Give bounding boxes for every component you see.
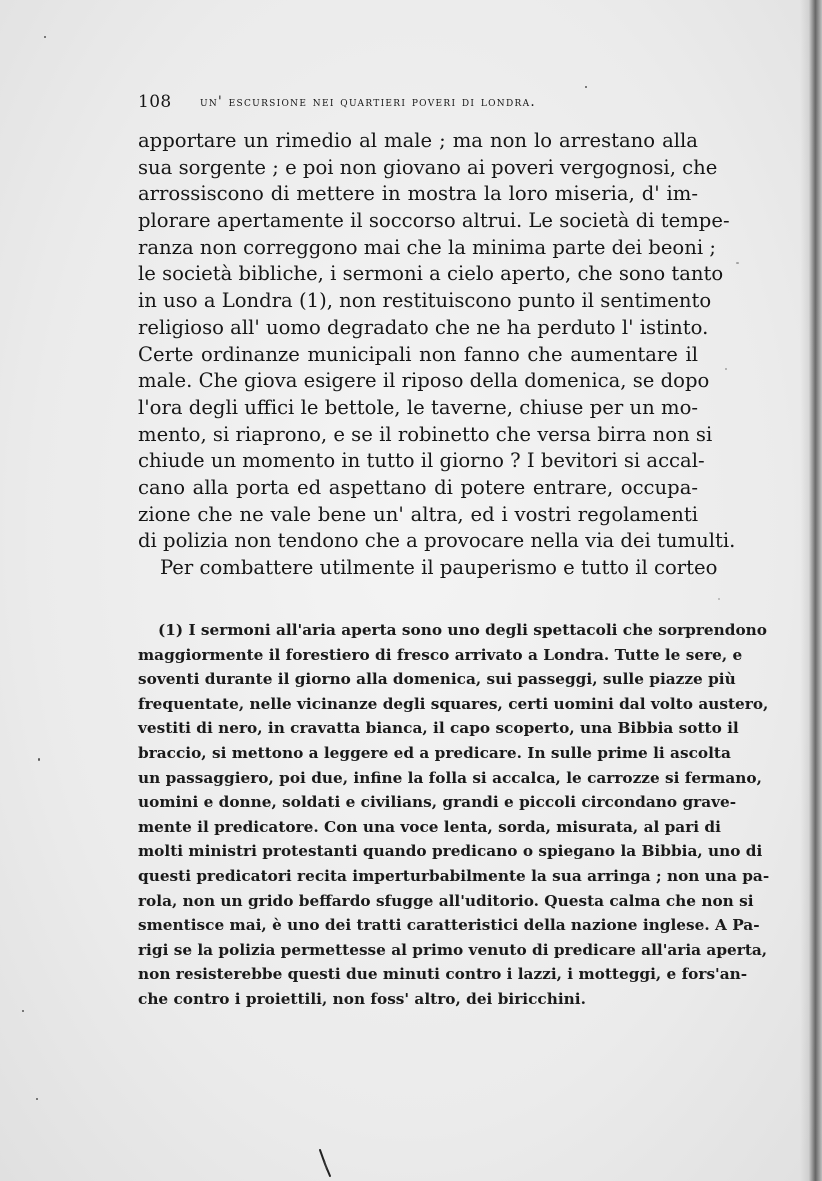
footnote-line: (1) I sermoni all'aria aperta sono uno degli spettacoli che sorprendono bbox=[158, 621, 767, 639]
body-line: ranza non correggono mai che la minima parte dei beoni ; bbox=[138, 235, 716, 259]
body-line: di polizia non tendono che a provocare nella via dei tumulti. bbox=[138, 529, 736, 553]
body-line: le società bibliche, i sermoni a cielo aperto, che sono tanto bbox=[138, 262, 724, 286]
body-line: cano alla porta ed aspettano di potere entrare, occupa- bbox=[138, 475, 698, 499]
footnote-line: braccio, si mettono a leggere ed a predicare. In sulle prime li ascolta bbox=[138, 743, 731, 762]
footnote-line: che contro i proiettili, non foss' altro, dei biricchini. bbox=[138, 989, 586, 1008]
footnote-line: molti ministri protestanti quando predicano o spiegano la Bibbia, uno di bbox=[138, 842, 763, 861]
footnote-line: frequentate, nelle vicinanze degli squares, certi uomini dal volto austero, bbox=[138, 694, 769, 713]
running-head bbox=[138, 92, 698, 114]
body-line: male. Che giova esigere il riposo della domenica, se dopo bbox=[138, 369, 710, 393]
body-line: religioso all' uomo degradato che ne ha perduto l' istinto. bbox=[138, 315, 709, 339]
body-line: Per combattere utilmente il pauperismo e tutto il corteo bbox=[160, 556, 718, 579]
footnote-line: soventi durante il giorno alla domenica, sui passeggi, sulle piazze più bbox=[138, 670, 736, 689]
footnote-line: questi predicatori recita imperturbabilmente la sua arringa ; non una pa- bbox=[138, 866, 770, 885]
page-number: 108 bbox=[138, 92, 172, 112]
body-text bbox=[138, 128, 736, 582]
footnote-line: maggiormente il forestiero di fresco arrivato a Londra. Tutte le sere, e bbox=[138, 645, 743, 664]
body-line: in uso a Londra (1), non restituiscono punto il sentimento bbox=[138, 289, 712, 313]
body-line: apportare un rimedio al male ; ma non lo arrestano alla bbox=[138, 129, 698, 152]
body-line: mento, si riaprono, e se il robinetto che versa birra non si bbox=[138, 422, 713, 446]
footnote-line: non resisterebbe questi due minuti contro i lazzi, i motteggi, e fors'an- bbox=[138, 965, 748, 984]
body-line: zione che ne vale bene un' altra, ed i vostri regolamenti bbox=[138, 502, 698, 526]
footnote-line: smentisce mai, è uno dei tratti caratteristici della nazione inglese. A Pa- bbox=[138, 916, 760, 935]
ink-mark-icon bbox=[318, 1148, 332, 1178]
body-line: l'ora degli uffici le bettole, le taverne, chiuse per un mo- bbox=[138, 395, 698, 419]
running-title: un' escursione nei quartieri poveri di londra. bbox=[200, 94, 536, 110]
footnote-line: mente il predicatore. Con una voce lenta, sorda, misurata, al pari di bbox=[138, 817, 721, 836]
body-line: sua sorgente ; e poi non giovano ai poveri vergognosi, che bbox=[138, 155, 718, 179]
footnote-line: rigi se la polizia permettesse al primo venuto di predicare all'aria aperta, bbox=[138, 940, 768, 959]
binding-shadow bbox=[800, 0, 822, 1181]
footnote-line: uomini e donne, soldati e civilians, grandi e piccoli circondano grave- bbox=[138, 793, 737, 812]
footnote bbox=[138, 618, 770, 1012]
body-line: Certe ordinanze municipali non fanno che aumentare il bbox=[138, 342, 698, 366]
body-line: arrossiscono di mettere in mostra la loro miseria, d' im- bbox=[138, 182, 698, 206]
footnote-line: vestiti di nero, in cravatta bianca, il capo scoperto, una Bibbia sotto il bbox=[138, 719, 739, 738]
footnote-line: un passaggiero, poi due, infine la folla si accalca, le carrozze si fermano, bbox=[138, 768, 762, 787]
body-line: plorare apertamente il soccorso altrui. Le società di tempe- bbox=[138, 209, 730, 233]
body-line: chiude un momento in tutto il giorno ? I bevitori si accal- bbox=[138, 449, 705, 473]
footnote-line: rola, non un grido beffardo sfugge all'uditorio. Questa calma che non si bbox=[138, 891, 754, 910]
